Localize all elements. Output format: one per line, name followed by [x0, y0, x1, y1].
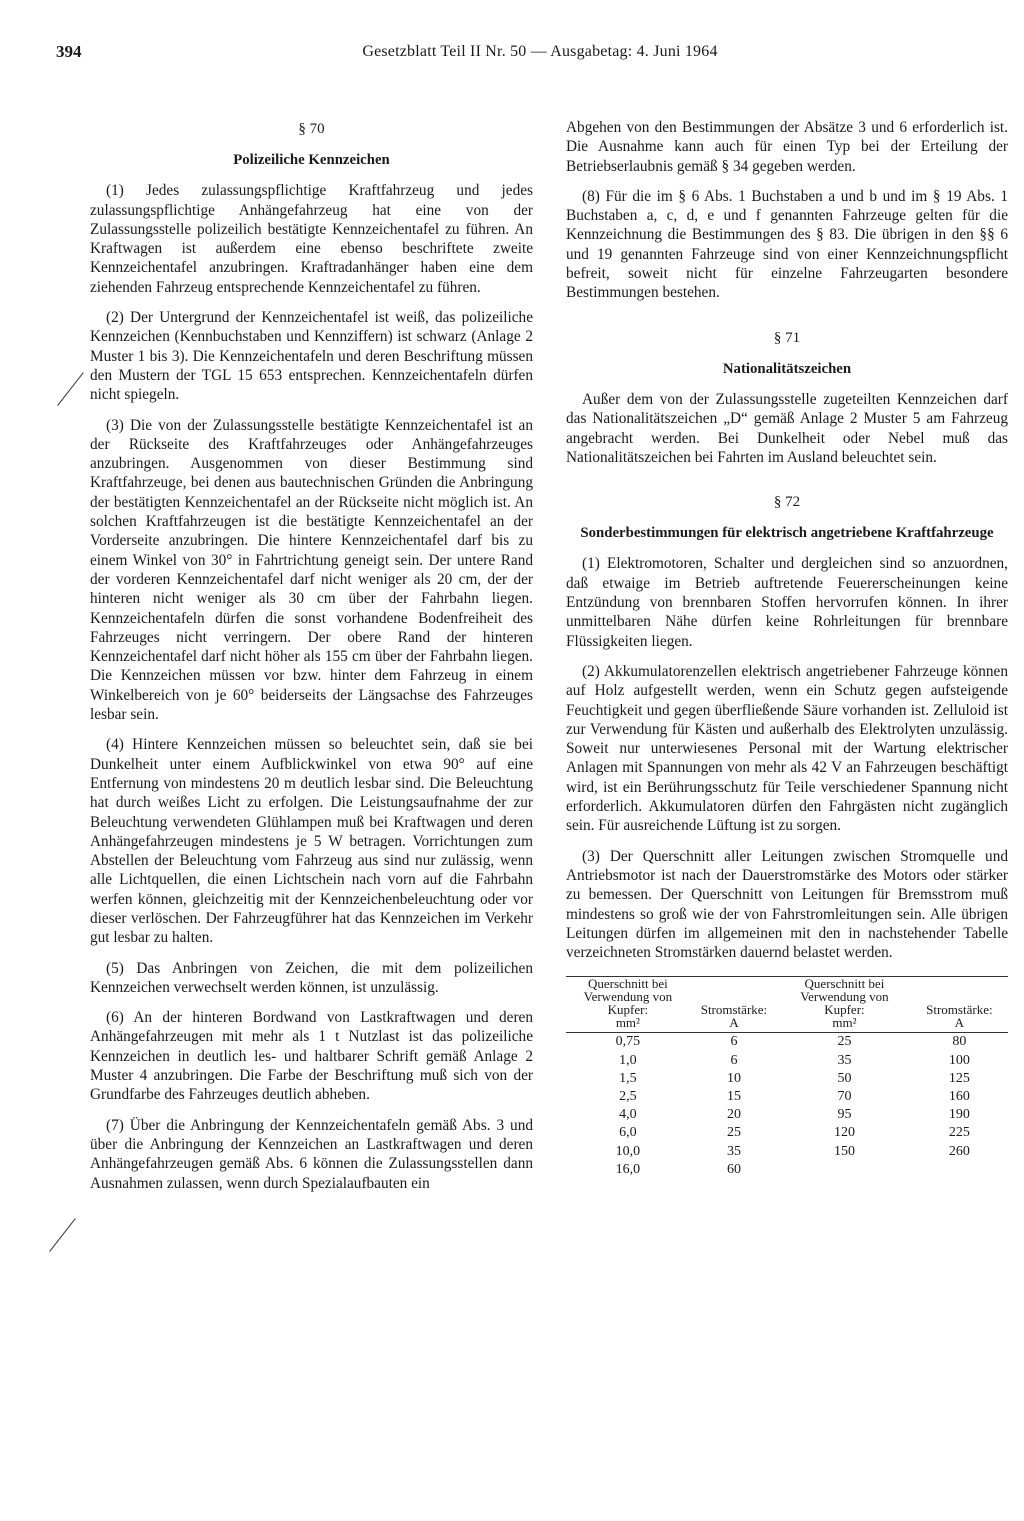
- table-cell: 20: [726, 1107, 741, 1123]
- table-cell: 15: [726, 1089, 741, 1104]
- paragraph: (2) Der Untergrund der Kennzeichentafel ist weiß, das polizeiliche Kennzeichen (Kennbuchstaben und Kennziffern) ist schwarz (Anlage 2 Muster 1 bis 3). Die Kennzeichentafeln und deren Beschriftung müssen den Mustern der TGL 15 653 entsprechen. Kennzeichentafeln dürfen nicht spiegeln.: [90, 309, 533, 404]
- paragraph: (1) Jedes zulassungspflichtige Kraftfahrzeug und jedes zulassungspflichtige Anhängefahrzeug hat eine von der Zulassungsstelle polizeilich bestätigte Kennzeichentafel zu führen. An Kraftwagen ist außerdem eine ebenso beschriftete zweite Kennzeichentafel anzubringen. Kraftradanhänger haben eine dem ziehenden Fahrzeug entsprechende Kennzeichentafel zu führen.: [90, 182, 533, 296]
- table-row: [566, 1106, 1008, 1124]
- table-cell: 70: [837, 1089, 852, 1104]
- table-cell: 2,5: [619, 1089, 637, 1104]
- paragraph: (1) Elektromotoren, Schalter und dergleichen sind so anzuordnen, daß etwaige im Betrieb auftretende Feuererscheinungen keine Entzündung von brennbaren Stoffen hervorrufen können. In ihrer unmittelbaren Nähe dürfen keine Rohrleitungen für brennbare Flüssigkeiten liegen.: [566, 555, 1008, 650]
- right-column: [566, 118, 1008, 1179]
- table-row: [566, 1143, 1008, 1161]
- table-row: [566, 1161, 1008, 1179]
- running-title: Gesetzblatt Teil II Nr. 50 — Ausgabetag: 4. Juni 1964: [362, 43, 718, 60]
- section-number: § 72: [773, 494, 801, 511]
- table-cell: 25: [837, 1034, 852, 1050]
- table-cell: 1,5: [619, 1070, 637, 1086]
- section-title: Sonderbestimmungen für elektrisch angetriebene Kraftfahrzeuge: [580, 525, 994, 542]
- page-number: 394: [56, 42, 82, 61]
- current-table: [566, 976, 1008, 1179]
- table-cell: 6: [730, 1052, 738, 1068]
- margin-mark: [57, 372, 84, 406]
- table-cell: 16,0: [615, 1161, 641, 1177]
- table-cell: 120: [833, 1125, 855, 1141]
- table-cell: 190: [948, 1107, 970, 1123]
- table-row: [566, 1033, 1008, 1052]
- paragraph: (5) Das Anbringen von Zeichen, die mit dem polizeilichen Kennzeichen verwechselt werden können, ist unzulässig.: [90, 959, 533, 996]
- table-cell: 10: [726, 1070, 741, 1086]
- table-cell: 50: [837, 1070, 852, 1086]
- paragraph: Außer dem von der Zulassungsstelle zugeteilten Kennzeichen darf das Nationalitätszeichen „D“ gemäß Anlage 2 Muster 5 am Fahrzeug angebracht werden. Bei Dunkelheit oder Nebel muß das Nationalitätszeichen bei Fahrten im Ausland beleuchtet sein.: [566, 390, 1008, 466]
- paragraph: (4) Hintere Kennzeichen müssen so beleuchtet sein, daß sie bei Dunkelheit unter einem Aufblickwinkel von etwa 90° auf eine Entfernung von mindestens 20 m deutlich lesbar sind. Die Beleuchtung hat durch weißes Licht zu erfolgen. Die Leistungsaufnahme der zur Beleuchtung verwendeten Glühlampen muß bei Kraftwagen und deren Anhängefahrzeugen mindestens je 5 W betragen. Vorrichtungen zum Abstellen der Beleuchtung vom Fahrzeug aus sind nur zulässig, wenn alle Lichtquellen, die einen Lichtschein nach vorn auf die Fahrbahn werfen können, gleichzeitig mit der Kennzeichenbeleuchtung oder vor dieser verlöschen. Der Fahrzeugführer hat das Kennzeichen im Verkehr gut lesbar zu halten.: [90, 736, 533, 947]
- table-cell: 4,0: [619, 1107, 637, 1123]
- table-cell: 160: [948, 1089, 970, 1104]
- table-cell: 1,0: [619, 1052, 637, 1068]
- table-cell: 35: [726, 1143, 741, 1159]
- left-column: [90, 116, 533, 1193]
- table-cell: 150: [833, 1143, 855, 1159]
- table-row: [566, 1052, 1008, 1070]
- table-cell: 35: [837, 1052, 852, 1068]
- table-header-row: [566, 977, 1008, 1033]
- section-number: § 71: [773, 329, 801, 346]
- paragraph: (8) Für die im § 6 Abs. 1 Buchstaben a und b und im § 19 Abs. 1 Buchstaben a, c, d, e und f genannten Fahrzeuge gelten für die Kennzeichnung die Bestimmungen des § 83. Die übrigen in den §§ 6 und 19 genannten Fahrzeuge sind von einer Kennzeichnungspflicht befreit, soweit nicht für einzelne Fahrzeugarten besondere Bestimmungen bestehen.: [566, 187, 1008, 302]
- section-number: § 70: [298, 121, 325, 137]
- table-row: [566, 1070, 1008, 1088]
- table-row: [566, 1124, 1008, 1142]
- table-cell: [778, 1161, 911, 1179]
- table-cell: 260: [948, 1143, 970, 1159]
- table-row: [566, 1088, 1008, 1106]
- table-cell: 100: [948, 1052, 970, 1068]
- table-header: Stromstärke: A: [690, 977, 778, 1033]
- paragraph: (2) Akkumulatorenzellen elektrisch angetriebener Fahrzeuge können auf Holz aufgestellt werden, wenn ein Schutz gegen aufsteigende Feuchtigkeit und gegen überfließende Säure vorhanden ist. Zelluloid ist zur Verwendung für Kästen und außerhalb des Elektrolyten unzulässig. Soweit nur unterwiesenes Personal mit der Wartung elektrischer Anlagen mit Spannungen von mehr als 42 V an Fahrzeugen beschäftigt wird, ist ein Berührungsschutz für Teile verschiedener Spannung nicht erforderlich. Akkumulatoren dürfen den Fahrgästen nicht zugänglich sein. Für ausreichende Lüftung ist zu sorgen.: [566, 662, 1008, 835]
- table-header: Stromstärke: A: [911, 977, 1008, 1033]
- table-cell: 6: [730, 1034, 738, 1050]
- section-title: Nationalitätszeichen: [722, 360, 852, 377]
- table-cell: [911, 1161, 1008, 1179]
- paragraph: (3) Der Querschnitt aller Leitungen zwischen Stromquelle und Antriebsmotor ist nach der Dauerstromstärke des Motors oder stärker zu bemessen. Der Querschnitt von Leitungen für Bremsstrom muß mindestens so groß wie der von Fahrstromleitungen sein. Alle übrigen Leitungen dürfen im allgemeinen mit den in nachstehender Tabelle verzeichneten Stromstärken dauernd belastet werden.: [566, 847, 1008, 962]
- paragraph: (3) Die von der Zulassungsstelle bestätigte Kennzeichentafel ist an der Rückseite des Kraftfahrzeuges oder Anhängefahrzeuges anzubringen. Ausgenommen von dieser Bestimmung sind Kraftfahrzeuge, bei denen aus bautechnischen Gründen die Anbringung der bestätigten Kennzeichentafel an der Rückseite nicht möglich ist. An solchen Kraftfahrzeugen ist die bestätigte Kennzeichentafel an der Vorderseite anzubringen. Die hintere Kennzeichentafel darf bis zu einem Winkel von 30° in Fahrtrichtung geneigt sein. Der untere Rand der vorderen Kennzeichentafel darf nicht weniger als 20 cm, der der hinteren nicht weniger als 30 cm über der Fahrbahn liegen. Kennzeichentafeln dürfen die sonst vorhandene Bodenfreiheit des Fahrzeuges nicht verringern. Der obere Rand der hinteren Kennzeichentafel darf nicht höher als 155 cm über der Fahrbahn liegen. Die Kennzeichen müssen vor bzw. hinter dem Fahrzeug in einem Winkelbereich von je 60° beiderseits der Längsachse des Fahrzeuges lesbar sein.: [90, 416, 533, 724]
- table-cell: 0,75: [615, 1034, 641, 1050]
- section-title: Polizeiliche Kennzeichen: [233, 152, 390, 169]
- table-cell: 25: [726, 1125, 741, 1141]
- table-cell: 95: [837, 1107, 852, 1123]
- table-cell: 60: [726, 1161, 741, 1177]
- table-header: Querschnitt bei Verwendung von Kupfer: mm²: [778, 977, 911, 1033]
- margin-mark: [49, 1218, 76, 1252]
- paragraph: (7) Über die Anbringung der Kennzeichentafeln gemäß Abs. 3 und über die Anbringung der Kennzeichen an Lastkraftwagen und deren Anhängefahrzeugen gemäß Abs. 6 können die Zulassungsstellen dann Ausnahmen zulassen, wenn durch Spezialaufbauten ein: [90, 1116, 533, 1192]
- paragraph-continued: Abgehen von den Bestimmungen der Absätze 3 und 6 erforderlich ist. Die Ausnahme kann auch für einen Typ bei der Erteilung der Betriebserlaubnis gemäß § 34 gegeben werden.: [566, 119, 1008, 175]
- table-header: Querschnitt bei Verwendung von Kupfer: mm²: [566, 977, 690, 1033]
- table-cell: 225: [948, 1125, 970, 1141]
- paragraph: (6) An der hinteren Bordwand von Lastkraftwagen und deren Anhängefahrzeugen mit mehr als 1 t Nutzlast ist das polizeiliche Kennzeichen in deutlich les- und haltbarer Schrift gemäß Anlage 2 Muster 4 anzubringen. Die Farbe der Beschriftung muß sich von der Grundfarbe des Fahrzeuges deutlich abheben.: [90, 1009, 533, 1104]
- table-cell: 10,0: [615, 1143, 641, 1159]
- table-cell: 125: [948, 1070, 970, 1086]
- table-cell: 80: [952, 1034, 967, 1050]
- table-cell: 6,0: [619, 1125, 637, 1141]
